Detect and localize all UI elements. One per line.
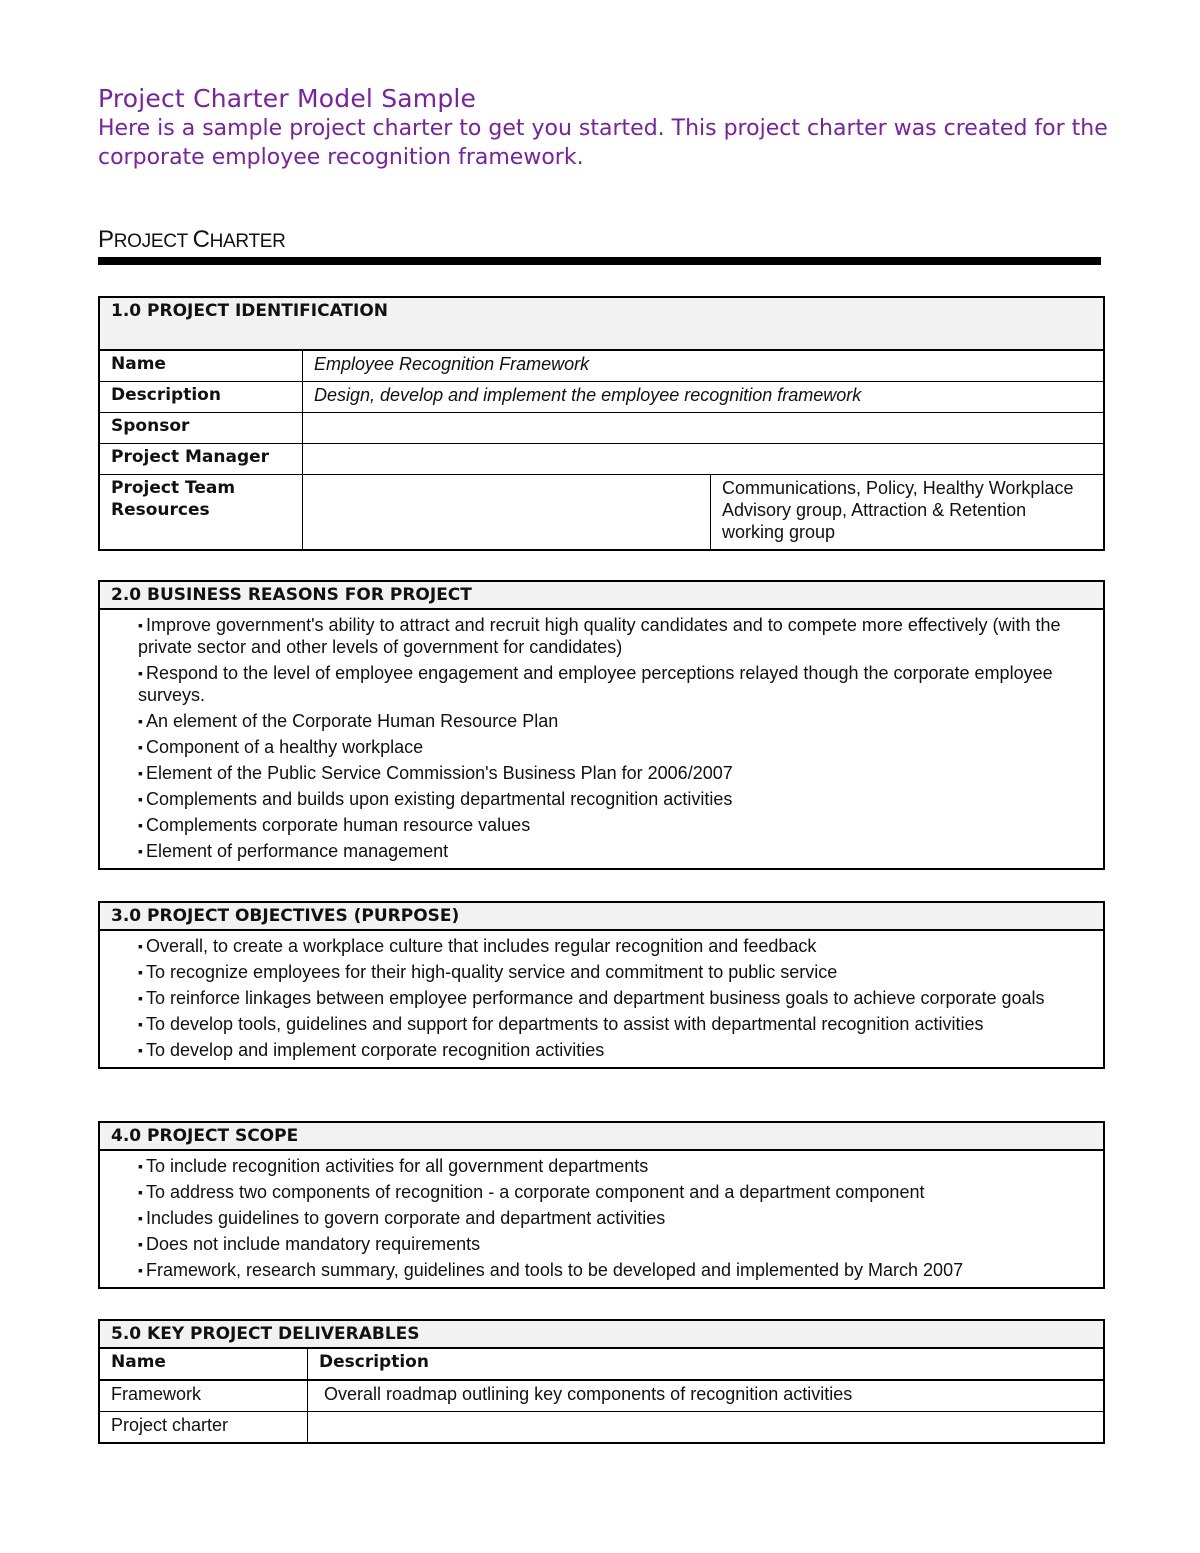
document-page: [98, 84, 1108, 1435]
list-item: ▪ To recognize employees for their high-quality service and commitment to public service: [111, 961, 1092, 983]
list-item: ▪ To address two components of recognition - a corporate component and a department component: [111, 1181, 1092, 1203]
name-value: Employee Recognition Framework: [303, 350, 1105, 382]
list-item: ▪ Element of the Public Service Commission's Business Plan for 2006/2007: [111, 762, 1092, 784]
heading-word-roject: ROJECT: [113, 231, 193, 252]
name-label: Name: [99, 350, 303, 382]
list-item: ▪ Component of a healthy workplace: [111, 736, 1092, 758]
list-item: ▪ To develop tools, guidelines and support for departments to assist with departmental recognition activities: [111, 1013, 1092, 1035]
list-item: ▪ Overall, to create a workplace culture that includes regular recognition and feedback: [111, 935, 1092, 957]
business-reasons-body: [99, 609, 1104, 869]
heading-letter-c: C: [192, 226, 210, 253]
list-item: ▪ Framework, research summary, guidelines and tools to be developed and implemented by March 2007: [111, 1259, 1092, 1281]
sponsor-label: Sponsor: [99, 413, 303, 444]
list-item: ▪ Includes guidelines to govern corporate and department activities: [111, 1207, 1092, 1229]
scope-table: [98, 1121, 1105, 1289]
heading-rule: [98, 257, 1101, 265]
list-item: ▪ Complements corporate human resource values: [111, 814, 1092, 836]
deliverables-col-name: Name: [99, 1348, 308, 1380]
list-item: ▪ To reinforce linkages between employee performance and department business goals to achieve corporate goals: [111, 987, 1092, 1009]
table-row: [99, 1380, 1104, 1412]
scope-header: 4.0 PROJECT SCOPE: [99, 1122, 1104, 1150]
objectives-list: [111, 935, 1092, 1067]
list-item: ▪ An element of the Corporate Human Resource Plan: [111, 710, 1092, 732]
objectives-table: [98, 901, 1105, 1069]
deliverable-description: Overall roadmap outlining key components of recognition activities: [308, 1380, 1105, 1412]
deliverables-col-description: Description: [308, 1348, 1105, 1380]
description-value: Design, develop and implement the employee recognition framework: [303, 382, 1105, 413]
deliverable-name: Project charter: [99, 1412, 308, 1444]
list-item: ▪ Improve government's ability to attract and recruit high quality candidates and to compete more effectively (with the private sector and other levels of government for candidates): [111, 614, 1092, 658]
deliverables-header: 5.0 KEY PROJECT DELIVERABLES: [99, 1320, 1104, 1348]
identification-table: [98, 296, 1105, 551]
list-item: ▪ Element of performance management: [111, 840, 1092, 862]
business-reasons-list: [111, 614, 1092, 868]
team-label: Project Team Resources: [99, 475, 303, 551]
deliverable-name: Framework: [99, 1380, 308, 1412]
table-row: [99, 1412, 1104, 1444]
sponsor-value: [303, 413, 1105, 444]
list-item: ▪ Does not include mandatory requirements: [111, 1233, 1092, 1255]
project-manager-value: [303, 444, 1105, 475]
project-manager-label: Project Manager: [99, 444, 303, 475]
intro-title: Project Charter Model Sample: [98, 84, 477, 113]
business-reasons-header: 2.0 BUSINESS REASONS FOR PROJECT: [99, 581, 1104, 609]
description-label: Description: [99, 382, 303, 413]
list-item: ▪ Complements and builds upon existing departmental recognition activities: [111, 788, 1092, 810]
heading-word-harter: HARTER: [209, 231, 286, 252]
list-item: ▪ To include recognition activities for all government departments: [111, 1155, 1092, 1177]
charter-heading: [98, 226, 286, 254]
scope-list: [111, 1155, 1092, 1287]
deliverable-description: [308, 1412, 1105, 1444]
objectives-body: [99, 930, 1104, 1068]
deliverables-table: [98, 1319, 1105, 1444]
business-reasons-table: [98, 580, 1105, 870]
team-value-blank: [303, 475, 711, 551]
objectives-header: 3.0 PROJECT OBJECTIVES (PURPOSE): [99, 902, 1104, 930]
team-value: Communications, Policy, Healthy Workplace Advisory group, Attraction & Retention working group: [711, 475, 1105, 551]
list-item: ▪ To develop and implement corporate recognition activities: [111, 1039, 1092, 1061]
list-item: ▪ Respond to the level of employee engagement and employee perceptions relayed though the corporate employee surveys.: [111, 662, 1092, 706]
heading-letter-p: P: [98, 226, 114, 253]
intro-text: Here is a sample project charter to get you started. This project charter was created for the corporate employee recognition framework.: [98, 116, 1108, 170]
scope-body: [99, 1150, 1104, 1288]
identification-header: 1.0 PROJECT IDENTIFICATION: [99, 297, 1104, 350]
